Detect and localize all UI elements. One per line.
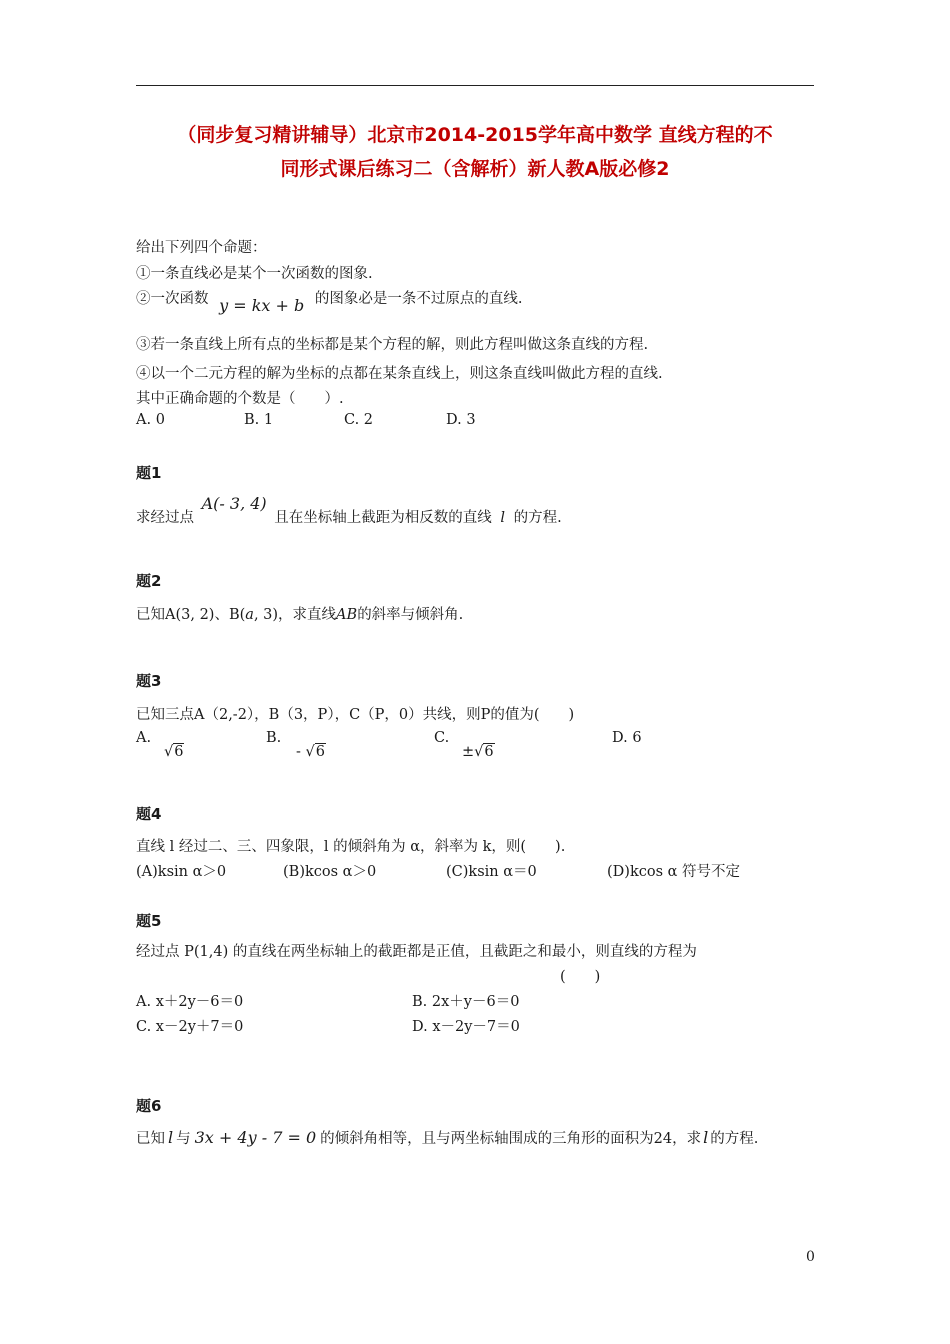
document-title bbox=[110, 118, 840, 186]
q3-option-b-radicand: 6 bbox=[315, 744, 325, 760]
intro-option-d: D. 3 bbox=[446, 412, 476, 428]
q2-mid: , 3)，求直线 bbox=[253, 607, 337, 623]
intro-question: 其中正确命题的个数是（ ）. bbox=[136, 391, 344, 407]
sqrt-icon: √6 bbox=[305, 744, 325, 760]
q5-option-d: D. x－2y－7＝0 bbox=[412, 1019, 520, 1035]
q3-option-a bbox=[136, 730, 184, 760]
q1-line-var: l bbox=[500, 510, 506, 526]
q6-pre: 已知 bbox=[136, 1131, 165, 1147]
q5-option-a: A. x＋2y－6＝0 bbox=[136, 994, 244, 1010]
q5-option-c: C. x－2y＋7＝0 bbox=[136, 1019, 244, 1035]
q4-option-a: (A)ksin α＞0 bbox=[136, 864, 227, 880]
q2-a: a bbox=[245, 607, 254, 623]
q3-option-b-label: B. bbox=[266, 730, 282, 746]
proposition-2 bbox=[136, 287, 523, 315]
linear-function-formula: y = kx + b bbox=[219, 296, 305, 315]
q3-option-d: D. 6 bbox=[612, 730, 642, 746]
title-line-1: （同步复习精讲辅导）北京市2014-2015学年高中数学 直线方程的不 bbox=[177, 124, 773, 146]
question-1-heading: 题1 bbox=[136, 464, 162, 482]
question-4-heading: 题4 bbox=[136, 805, 162, 823]
sqrt-icon: √6 bbox=[474, 744, 494, 760]
question-1-text bbox=[136, 494, 562, 527]
header-rule bbox=[136, 85, 814, 86]
intro-option-b: B. 1 bbox=[244, 412, 274, 428]
q3-option-b bbox=[266, 730, 325, 760]
proposition-3: ③若一条直线上所有点的坐标都是某个方程的解，则此方程叫做这条直线的方程. bbox=[136, 337, 649, 353]
q6-mid: 与 bbox=[176, 1131, 191, 1147]
q1-mid: 且在坐标轴上截距为相反数的直线 bbox=[274, 510, 492, 526]
question-6-heading: 题6 bbox=[136, 1097, 162, 1115]
q1-point: A(- 3, 4) bbox=[201, 494, 267, 513]
q6-equation: 3x + 4y - 7 = 0 bbox=[194, 1128, 317, 1147]
q6-post1: 的倾斜角相等，且与两坐标轴围成的三角形的面积为24，求 bbox=[320, 1131, 702, 1147]
title-line-2: 同形式课后练习二（含解析）新人教A版必修2 bbox=[280, 158, 670, 180]
question-2-heading: 题2 bbox=[136, 572, 162, 590]
q6-post2: 的方程. bbox=[710, 1131, 759, 1147]
question-5-text: 经过点 P(1,4) 的直线在两坐标轴上的截距都是正值，且截距之和最小，则直线的方程为 bbox=[136, 944, 697, 960]
question-3-text: 已知三点A（2,-2），B（3，P），C（P，0）共线，则P的值为( ) bbox=[136, 707, 575, 723]
q5-answer-paren: ( ) bbox=[560, 969, 601, 985]
proposition-1: ①一条直线必是某个一次函数的图象. bbox=[136, 266, 373, 282]
q4-option-b: (B)kcos α＞0 bbox=[283, 864, 377, 880]
q6-line-var: l bbox=[168, 1128, 174, 1147]
question-2-text bbox=[136, 603, 463, 624]
q2-pre: 已知A(3, 2)、B( bbox=[136, 607, 246, 623]
q4-option-d: (D)kcos α 符号不定 bbox=[607, 864, 741, 880]
proposition-4: ④以一个二元方程的解为坐标的点都在某条直线上，则这条直线叫做此方程的直线. bbox=[136, 366, 663, 382]
proposition-2-post: 的图象必是一条不过原点的直线. bbox=[314, 291, 523, 307]
question-6-text bbox=[136, 1127, 758, 1148]
q3-option-c bbox=[434, 730, 494, 760]
intro-option-a: A. 0 bbox=[136, 412, 165, 428]
q3-option-b-sign: - bbox=[296, 744, 301, 760]
q1-post: 的方程. bbox=[513, 510, 562, 526]
q3-option-a-value bbox=[164, 744, 184, 760]
q2-ab: AB bbox=[336, 607, 358, 623]
proposition-2-pre: ②一次函数 bbox=[136, 291, 209, 307]
q4-option-c: (C)ksin α＝0 bbox=[446, 864, 537, 880]
q5-option-b: B. 2x＋y－6＝0 bbox=[412, 994, 520, 1010]
q1-pre: 求经过点 bbox=[136, 510, 194, 526]
sqrt-icon: √6 bbox=[164, 744, 184, 760]
q3-option-a-radicand: 6 bbox=[174, 744, 184, 760]
q3-option-a-label: A. bbox=[136, 730, 152, 746]
q3-option-c-label: C. bbox=[434, 730, 450, 746]
q3-option-c-value bbox=[462, 744, 495, 760]
q3-option-c-sign: ± bbox=[462, 744, 475, 760]
intro-lead: 给出下列四个命题： bbox=[136, 240, 267, 256]
q3-option-b-value bbox=[296, 744, 326, 760]
question-4-text: 直线 l 经过二、三、四象限，l 的倾斜角为 α，斜率为 k，则( ). bbox=[136, 839, 566, 855]
intro-option-c: C. 2 bbox=[344, 412, 374, 428]
page-number: 0 bbox=[806, 1249, 815, 1265]
q2-post: 的斜率与倾斜角. bbox=[357, 607, 464, 623]
q6-line-var-2: l bbox=[703, 1128, 709, 1147]
question-3-heading: 题3 bbox=[136, 672, 162, 690]
question-5-heading: 题5 bbox=[136, 912, 162, 930]
q3-option-c-radicand: 6 bbox=[484, 744, 494, 760]
